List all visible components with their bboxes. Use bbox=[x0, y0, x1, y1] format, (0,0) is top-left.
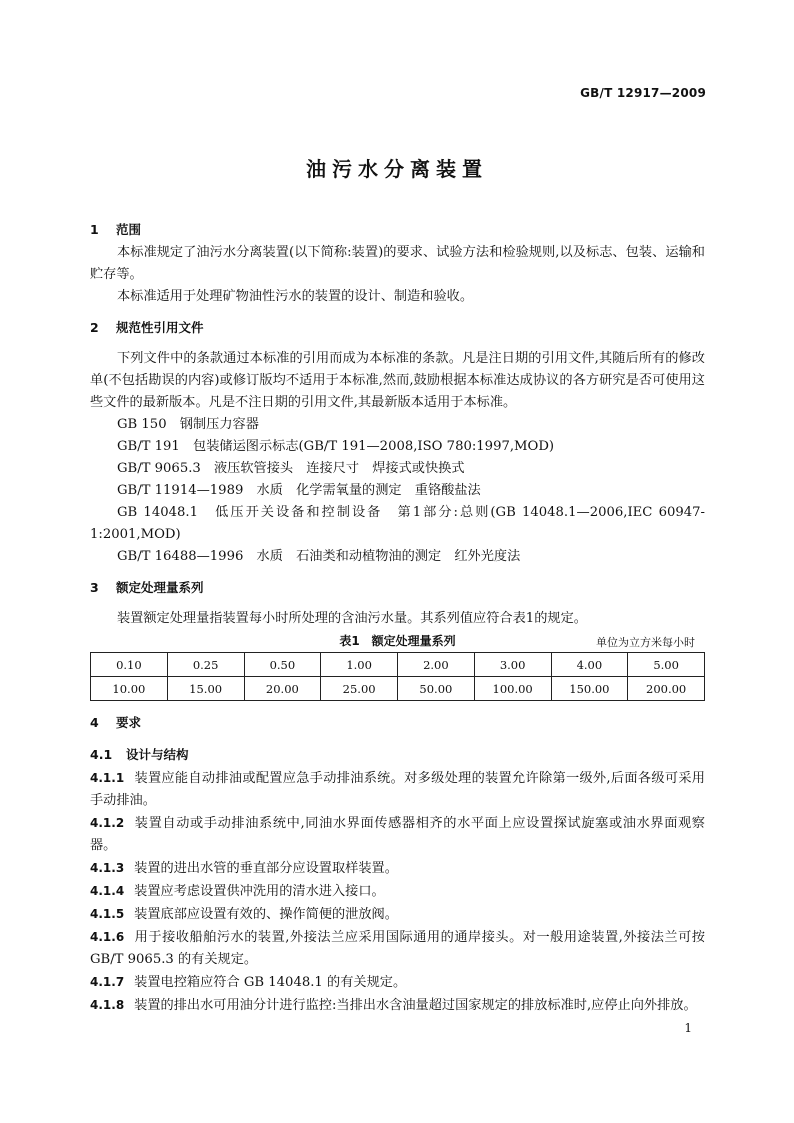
clause bbox=[90, 880, 705, 903]
reference-item: GB/T 16488—1996 水质 石油类和动植物油的测定 红外光度法 bbox=[117, 549, 521, 564]
table-cell: 15.00 bbox=[167, 677, 244, 701]
section-number: 2 bbox=[90, 320, 99, 335]
clause bbox=[90, 812, 705, 857]
clause-number: 4.1.8 bbox=[90, 998, 125, 1012]
reference-item: GB/T 11914—1989 水质 化学需氧量的测定 重铬酸盐法 bbox=[117, 483, 481, 498]
reference-item: GB/T 9065.3 液压软管接头 连接尺寸 焊接式或快换式 bbox=[117, 461, 465, 476]
table-cell: 200.00 bbox=[628, 677, 705, 701]
section-title: 额定处理量系列 bbox=[116, 580, 204, 595]
standard-code: GB/T 12917—2009 bbox=[580, 86, 706, 100]
section-heading-2 bbox=[90, 316, 705, 340]
reference-item: GB 150 钢制压力容器 bbox=[117, 417, 259, 432]
table-cell: 10.00 bbox=[91, 677, 168, 701]
clause-number: 4.1.1 bbox=[90, 771, 125, 785]
section-number: 1 bbox=[90, 222, 99, 237]
paragraph: 本标准适用于处理矿物油性污水的装置的设计、制造和验收。 bbox=[117, 289, 474, 304]
table-unit: 单位为立方米每小时 bbox=[596, 636, 695, 649]
table-row bbox=[91, 653, 705, 677]
document-title: 油污水分离装置 bbox=[306, 157, 488, 181]
table-cell: 5.00 bbox=[628, 653, 705, 677]
table-cell: 1.00 bbox=[321, 653, 398, 677]
clause-number: 4.1.7 bbox=[90, 975, 125, 989]
clause-text: 装置的进出水管的垂直部分应设置取样装置。 bbox=[134, 861, 398, 876]
table-cell: 25.00 bbox=[321, 677, 398, 701]
table-cell: 100.00 bbox=[474, 677, 551, 701]
clause-number: 4.1.5 bbox=[90, 907, 125, 921]
clause-text: 装置自动或手动排油系统中,同油水界面传感器相齐的水平面上应设置探试旋塞或油水界面观察器。 bbox=[90, 816, 705, 853]
subsection-heading-4-1 bbox=[90, 743, 705, 767]
clause bbox=[90, 903, 705, 926]
table-cell: 50.00 bbox=[398, 677, 475, 701]
clause-text: 装置应能自动排油或配置应急手动排油系统。对多级处理的装置允许除第一级外,后面各级可采用手动排油。 bbox=[90, 771, 705, 808]
clause bbox=[90, 971, 705, 994]
paragraph: 装置额定处理量指装置每小时所处理的含油污水量。其系列值应符合表1的规定。 bbox=[117, 611, 587, 626]
section-number: 4 bbox=[90, 715, 99, 730]
clause-text: 装置应考虑设置供冲洗用的清水进入接口。 bbox=[134, 884, 385, 899]
section-title: 范围 bbox=[116, 222, 142, 237]
subsection-number: 4.1 bbox=[90, 747, 113, 762]
capacity-series-table bbox=[90, 652, 705, 701]
clause bbox=[90, 926, 705, 971]
section-heading-4 bbox=[90, 711, 705, 735]
clause-text: 装置底部应设置有效的、操作简便的泄放阀。 bbox=[134, 907, 398, 922]
clause bbox=[90, 857, 705, 880]
clause-number: 4.1.2 bbox=[90, 816, 125, 830]
clause-number: 4.1.6 bbox=[90, 930, 125, 944]
table-cell: 0.50 bbox=[244, 653, 321, 677]
clause-text: 用于接收船舶污水的装置,外接法兰应采用国际通用的通岸接头。对一般用途装置,外接法兰可按 GB/T 9065.3 的有关规定。 bbox=[90, 930, 705, 967]
table-cell: 20.00 bbox=[244, 677, 321, 701]
subsection-title: 设计与结构 bbox=[126, 747, 189, 762]
section-heading-1 bbox=[90, 218, 705, 242]
clause bbox=[90, 767, 705, 812]
table-cell: 0.10 bbox=[91, 653, 168, 677]
clause-text: 装置电控箱应符合 GB 14048.1 的有关规定。 bbox=[134, 975, 407, 990]
reference-item: GB 14048.1 低压开关设备和控制设备 第1部分:总则(GB 14048.1—2006,IEC 60947-1:2001,MOD) bbox=[90, 505, 705, 542]
section-heading-3 bbox=[90, 576, 705, 600]
section-title: 规范性引用文件 bbox=[116, 320, 204, 335]
page-number: 1 bbox=[684, 1021, 692, 1035]
reference-item: GB/T 191 包装储运图示标志(GB/T 191—2008,ISO 780:1997,MOD) bbox=[117, 439, 555, 454]
table-header bbox=[90, 630, 705, 652]
clause bbox=[90, 994, 705, 1017]
table-cell: 150.00 bbox=[551, 677, 628, 701]
table-cell: 4.00 bbox=[551, 653, 628, 677]
table-cell: 2.00 bbox=[398, 653, 475, 677]
paragraph: 本标准规定了油污水分离装置(以下简称:装置)的要求、试验方法和检验规则,以及标志、包装、运输和贮存等。 bbox=[90, 245, 705, 282]
clause-number: 4.1.3 bbox=[90, 861, 125, 875]
table-cell: 3.00 bbox=[474, 653, 551, 677]
clause-number: 4.1.4 bbox=[90, 884, 125, 898]
table-caption: 表1 额定处理量系列 bbox=[339, 634, 456, 648]
section-title: 要求 bbox=[116, 715, 142, 730]
clause-text: 装置的排出水可用油分计进行监控:当排出水含油量超过国家规定的排放标准时,应停止向外排放。 bbox=[134, 998, 697, 1013]
table-cell: 0.25 bbox=[167, 653, 244, 677]
table-row bbox=[91, 677, 705, 701]
section-number: 3 bbox=[90, 580, 99, 595]
paragraph: 下列文件中的条款通过本标准的引用而成为本标准的条款。凡是注日期的引用文件,其随后所有的修改单(不包括勘误的内容)或修订版均不适用于本标准,然而,鼓励根据本标准达成协议的各方研究是否可使用这些文件的最新版本。凡是不注日期的引用文件,其最新版本适用于本标准。 bbox=[90, 351, 705, 410]
document-body bbox=[90, 218, 705, 1017]
